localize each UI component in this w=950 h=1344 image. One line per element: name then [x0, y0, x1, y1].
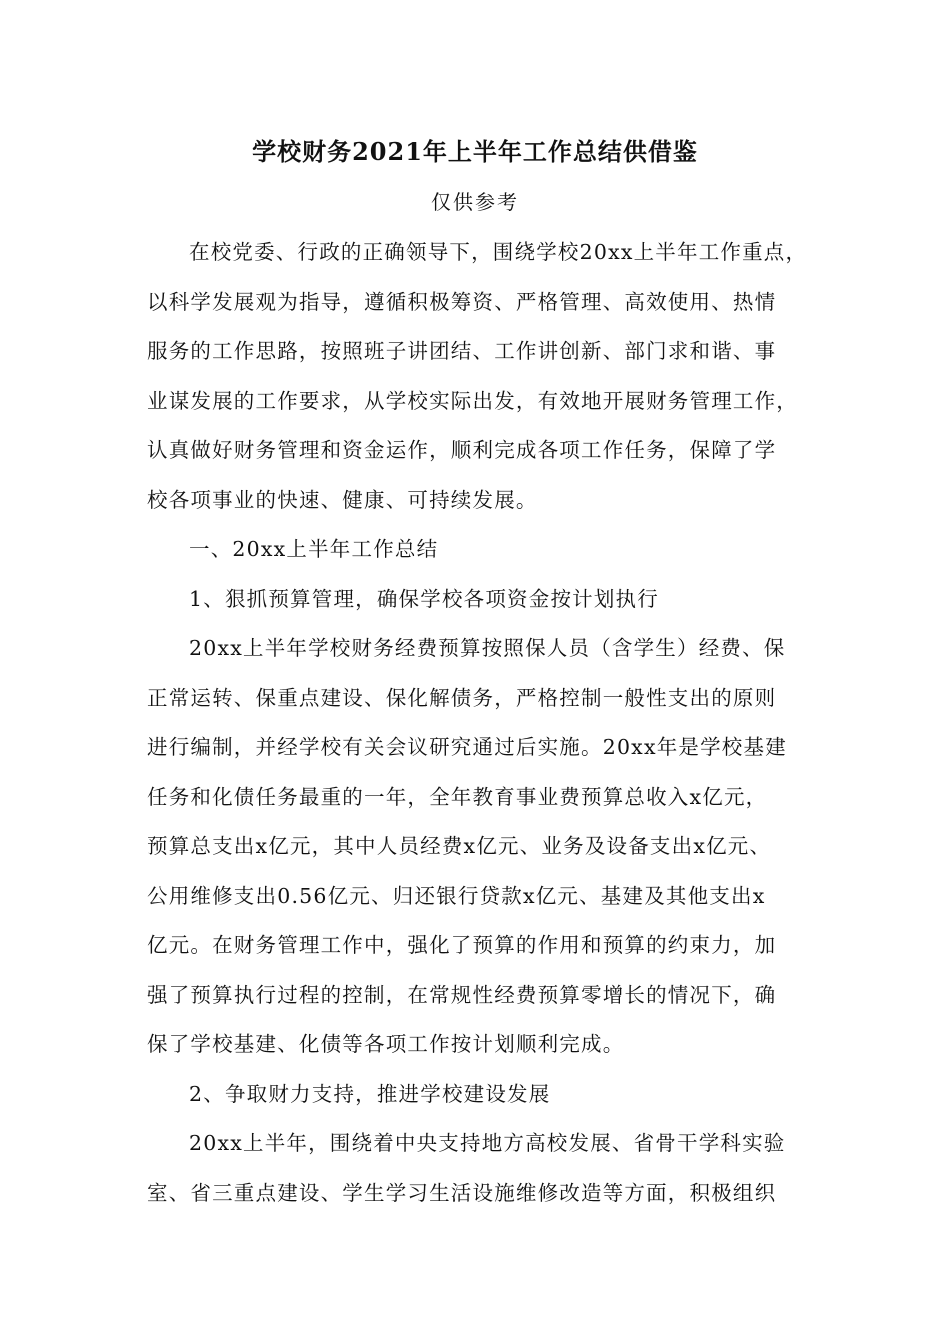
text-line: 亿元。在财务管理工作中，强化了预算的作用和预算的约束力，加 [147, 933, 777, 957]
text-line: 正常运转、保重点建设、保化解债务，严格控制一般性支出的原则 [147, 685, 777, 710]
text-line: 一、20xx上半年工作总结 [189, 537, 439, 561]
text-line: 服务的工作思路，按照班子讲团结、工作讲创新、部门求和谐、事 [147, 339, 777, 363]
text-line: 2、争取财力支持，推进学校建设发展 [189, 1081, 551, 1106]
document-title: 学校财务2021年上半年工作总结供借鉴 [252, 137, 698, 166]
text-line: 业谋发展的工作要求，从学校实际出发，有效地开展财务管理工作， [147, 388, 798, 413]
text-line: 认真做好财务管理和资金运作，顺利完成各项工作任务，保障了学 [147, 438, 777, 462]
text-line: 保了学校基建、化债等各项工作按计划顺利完成。 [147, 1032, 625, 1056]
text-line: 强了预算执行过程的控制，在常规性经费预算零增长的情况下，确 [147, 982, 777, 1007]
text-line: 公用维修支出0.56亿元、归还银行贷款x亿元、基建及其他支出x [147, 883, 766, 908]
text-line: 20xx上半年，围绕着中央支持地方高校发展、省骨干学科实验 [189, 1131, 786, 1155]
text-line: 1、狠抓预算管理，确保学校各项资金按计划执行 [189, 586, 659, 611]
text-line: 在校党委、行政的正确领导下，围绕学校20xx上半年工作重点， [189, 240, 808, 264]
document-body [147, 236, 815, 1226]
text-line: 室、省三重点建设、学生学习生活设施维修改造等方面，积极组织 [147, 1180, 777, 1205]
document-subtitle: 仅供参考 [431, 190, 519, 214]
text-line: 20xx上半年学校财务经费预算按照保人员（含学生）经费、保 [189, 636, 786, 660]
text-line: 任务和化债任务最重的一年，全年教育事业费预算总收入x亿元， [147, 784, 768, 809]
text-line: 进行编制，并经学校有关会议研究通过后实施。20xx年是学校基建 [147, 735, 787, 759]
text-line: 校各项事业的快速、健康、可持续发展。 [147, 487, 538, 512]
text-line: 以科学发展观为指导，遵循积极筹资、严格管理、高效使用、热情 [147, 289, 777, 314]
text-line: 预算总支出x亿元，其中人员经费x亿元、业务及设备支出x亿元、 [147, 834, 772, 858]
